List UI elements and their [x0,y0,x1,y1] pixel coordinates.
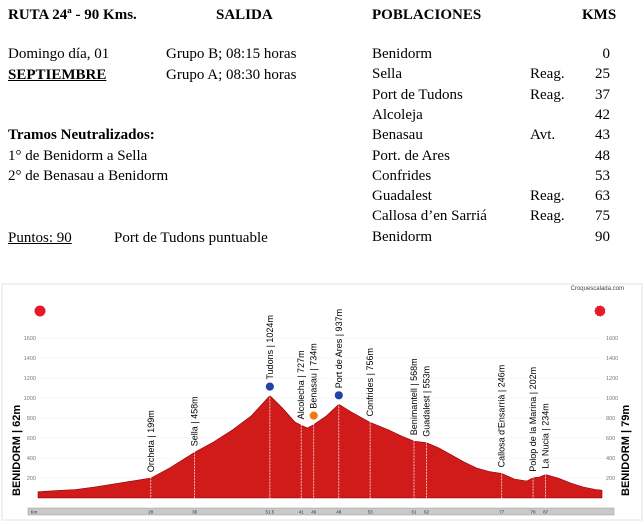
waypoint-label: Benimantell | 568m [409,358,419,436]
month-text: SEPTIEMBRE [8,67,107,83]
y-tick-label-left: 600 [26,436,36,442]
km-tick-label: 38 [192,509,198,515]
poblacion-km: 25 [595,66,610,82]
end-label: BENIDORM | 79m [620,404,632,496]
km-tick-label: 46 [311,509,317,515]
waypoint-label: Guadalest | 553m [421,365,432,437]
y-tick-label-left: 1000 [23,396,36,402]
grupo-a-time: Grupo A; 08:30 horas [166,67,297,83]
poblacion-name: Benasau [372,127,423,143]
poblacion-km: 0 [602,46,610,62]
poblacion-name: Guadalest [372,188,432,204]
mountain-pass-icon [334,391,343,400]
elevation-profile [0,282,644,524]
puntos-text: Puntos: 90 [8,230,72,246]
tramo-1: 1° de Benidorm a Sella [8,148,148,164]
km-tick-label: 48 [336,509,342,515]
waypoint-label: Callosa d'Ensarrià | 246m [496,364,507,468]
poblacion-name: Callosa d’en Sarriá [372,208,487,224]
poblacion-name: Benidorm [372,46,432,62]
salida-heading: SALIDA [216,7,273,23]
y-tick-label-right: 1600 [606,336,619,342]
km-tick-label: 78 [530,509,536,515]
km-tick-label: 41 [298,509,304,515]
y-tick-label-right: 800 [606,416,616,422]
km-tick-label: 61 [411,509,417,515]
y-tick-label-left: 1400 [23,356,36,362]
start-label: BENIDORM | 62m [11,404,23,496]
brand-logo: Croquescalada.com [570,286,624,292]
finish-icon [595,306,606,317]
poblacion-km: 90 [595,229,610,245]
y-tick-label-left: 800 [26,416,36,422]
poblacion-km: 63 [595,188,610,204]
grupo-b-time: Grupo B; 08:15 horas [166,46,297,62]
waypoint-label: Tudons | 1024m [264,315,275,380]
km-tick-label: 53 [367,509,373,515]
poblacion-name: Sella [372,66,402,82]
tramos-title: Tramos Neutralizados: [8,127,155,143]
y-tick-label-right: 200 [606,476,616,482]
waypoint-label: Sella | 458m [189,396,200,447]
poblacion-km: 43 [595,127,610,143]
poblacion-note: Avt. [530,127,556,143]
poblacion-name: Confrides [372,168,432,184]
start-icon [35,306,46,317]
waypoint-label: Benasau | 734m [308,343,319,409]
km-tick-label: 87 [543,509,549,515]
km-tick-label: 51.5 [265,509,275,515]
y-tick-label-left: 200 [26,476,36,482]
tramo-2: 2° de Benasau a Benidorm [8,168,169,184]
poblacion-note: Reag. [530,66,565,82]
y-tick-label-right: 600 [606,436,616,442]
waypoint-label: Confrides | 756m [365,348,376,417]
poblacion-name: Port. de Ares [372,148,450,164]
poblacion-km: 48 [595,148,610,164]
poblacion-note: Reag. [530,208,565,224]
terrain-area [38,396,602,498]
kms-heading: KMS [582,7,617,23]
waypoint-label: La Nucia | 234m [540,403,551,469]
y-tick-label-left: 1600 [23,336,36,342]
feed-zone-icon [309,411,318,420]
y-tick-label-left: 400 [26,456,36,462]
km-tick-label: 62 [424,509,430,515]
waypoint-label: Polop de la Marina | 202m [528,366,539,472]
poblacion-name: Benidorm [372,229,432,245]
route-title: RUTA 24ª - 90 Kms. [8,7,137,23]
km-tick-label: Km [30,509,38,515]
mountain-pass-icon [265,382,274,391]
km-tick-label: 77 [499,509,505,515]
y-tick-label-right: 1400 [606,356,619,362]
waypoint-label: Alcolecha | 727m [296,350,307,420]
km-bar [28,508,614,515]
poblacion-note: Reag. [530,87,565,103]
poblacion-km: 53 [595,168,610,184]
waypoint-label: Orcheta | 199m [145,410,156,473]
poblacion-note: Reag. [530,188,565,204]
date-text: Domingo día, 01 [8,46,110,62]
poblacion-name: Alcoleja [372,107,423,123]
y-tick-label-right: 1000 [606,396,619,402]
km-tick-label: 28 [148,509,154,515]
poblacion-km: 42 [595,107,610,123]
y-tick-label-right: 400 [606,456,616,462]
poblaciones-heading: POBLACIONES [372,7,482,23]
poblacion-km: 37 [595,87,610,103]
y-tick-label-right: 1200 [606,376,619,382]
poblacion-name: Port de Tudons [372,87,463,103]
poblacion-km: 75 [595,208,610,224]
waypoint-label: Port de Ares | 937m [333,308,344,389]
y-tick-label-left: 1200 [23,376,36,382]
puntuable-text: Port de Tudons puntuable [114,230,268,246]
